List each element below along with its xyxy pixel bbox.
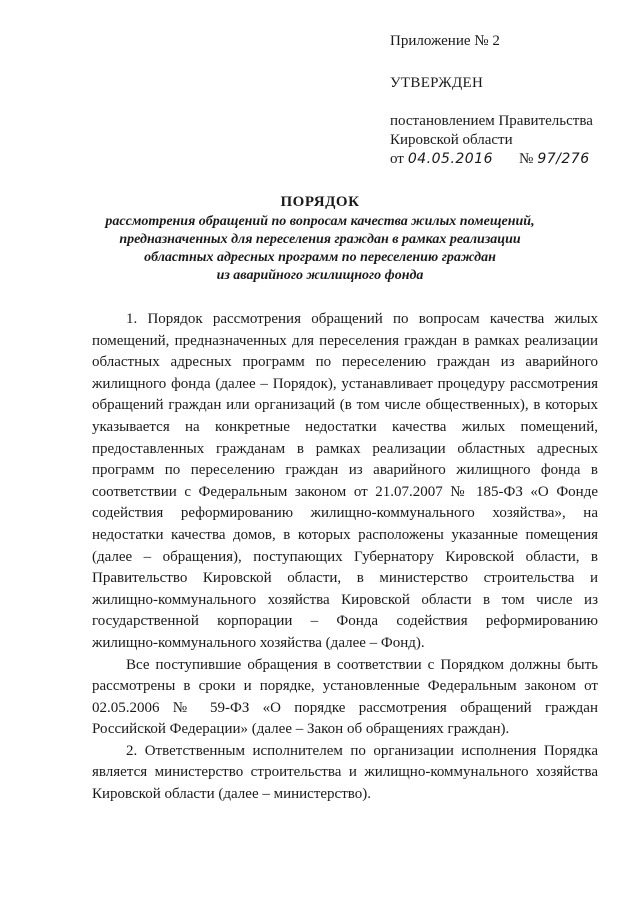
body-line: обращений граждан или организаций (в том числе общественных), в которых (92, 397, 598, 414)
subtitle-line: рассмотрения обращений по вопросам качества жилых помещений, (105, 214, 535, 229)
document-body (92, 309, 598, 806)
document-title-block (40, 193, 600, 285)
subtitle-line: областных адресных программ по переселению граждан (144, 250, 496, 265)
appendix-label: Приложение № 2 (390, 33, 500, 49)
subtitle-line: из аварийного жилищного фонда (216, 268, 424, 283)
body-line: 2. Ответственным исполнителем по организации исполнения Порядка (126, 742, 598, 759)
number-label: № (519, 151, 534, 167)
body-line: (далее – обращения), поступающих Губернатору Кировской области, в (92, 548, 598, 565)
body-line: помещений, предназначенных для переселения граждан в рамках реализации (92, 332, 598, 349)
approved-stamp: УТВЕРЖДЕН (390, 75, 484, 91)
decree-number: 97/276 (537, 151, 590, 167)
body-line: жилищного фонда (далее – Порядок), устанавливает процедуру рассмотрения (92, 375, 598, 392)
decree-line-2: Кировской области (390, 132, 513, 148)
decree-reference (390, 112, 620, 169)
subtitle-line: предназначенных для переселения граждан в рамках реализации (119, 232, 521, 247)
document-title: ПОРЯДОК (280, 194, 360, 210)
body-line: является министерство строительства и жилищно-коммунального хозяйства (92, 764, 598, 781)
from-label: от (390, 151, 404, 167)
body-line: жилищно-коммунального хозяйства Кировской области в том числе из (92, 591, 598, 608)
body-line: 02.05.2006 № 59-ФЗ «О порядке рассмотрения обращений граждан (92, 699, 598, 716)
body-line: государственной корпорации – Фонда содействия реформированию (92, 613, 598, 630)
body-line: содействия реформированию жилищно-коммунального хозяйства», на (92, 505, 598, 522)
decree-date-row (390, 150, 620, 169)
body-line: Все поступившие обращения в соответствии с Порядком должны быть (126, 656, 598, 673)
body-line: рассмотрены в сроки и порядке, установленные Федеральным законом от (92, 678, 598, 695)
body-line: жилищно-коммунального хозяйства (далее – Фонд). (92, 634, 425, 651)
body-line: областных адресных программ по переселению граждан из аварийного (92, 354, 598, 371)
body-line: соответствии с Федеральным законом от 21.07.2007 № 185-ФЗ «О Фонде (92, 483, 598, 500)
document-subtitle (40, 213, 600, 285)
body-line: указывается на конкретные недостатки качества жилых помещений, (92, 418, 598, 435)
body-line: Российской Федерации» (далее – Закон об обращениях граждан). (92, 721, 510, 738)
body-line: предоставленных гражданам в рамках реализации областных адресных (92, 440, 598, 457)
body-line: 1. Порядок рассмотрения обращений по вопросам качества жилых (126, 311, 598, 327)
decree-date: 04.05.2016 (407, 151, 494, 167)
body-line: недостатки качества домов, в которых расположены указанные помещения (92, 526, 598, 543)
body-line: Кировской области (далее – министерство). (92, 786, 371, 803)
body-line: Правительство Кировской области, в министерство строительства и (92, 570, 598, 587)
decree-line-1: постановлением Правительства (390, 113, 593, 129)
body-line: программ по переселению граждан из аварийного жилищного фонда в (92, 462, 598, 479)
